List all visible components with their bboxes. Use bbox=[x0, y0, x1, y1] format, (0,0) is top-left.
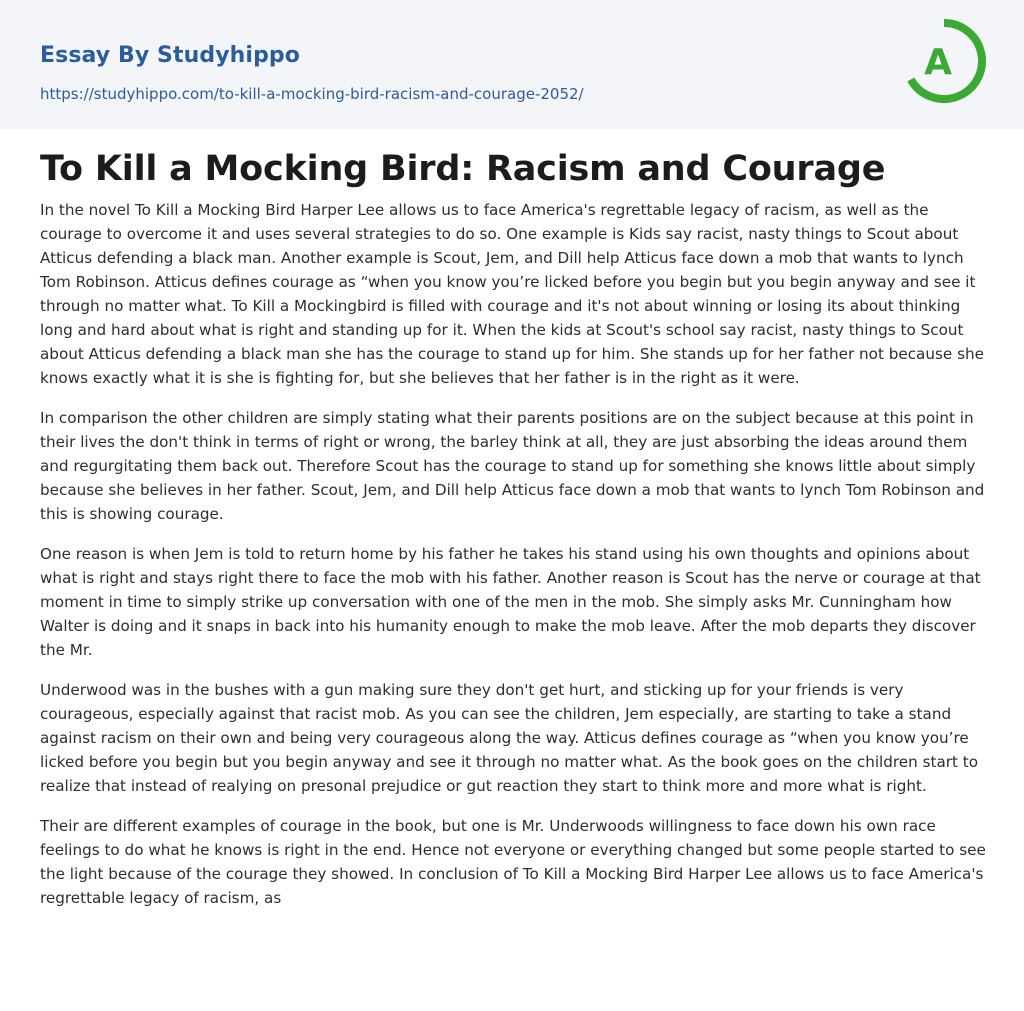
site-title[interactable]: Essay By Studyhippo bbox=[40, 43, 300, 68]
logo-letter: A bbox=[924, 42, 952, 83]
site-header bbox=[0, 0, 1024, 129]
essay-paragraph-5: Their are different examples of courage in the book, but one is Mr. Underwoods willingness to face down his own race feelings to do what he knows is right in the end. Hence not everyone or everything changed but some people started to see the light because of the courage they showed. In conclusion of To Kill a Mocking Bird Harper Lee allows us to face America's regrettable legacy of racism, as bbox=[40, 817, 986, 907]
studyhippo-logo-icon[interactable] bbox=[900, 17, 988, 105]
essay-url-link[interactable]: https://studyhippo.com/to-kill-a-mocking-bird-racism-and-courage-2052/ bbox=[40, 85, 584, 103]
essay-title: To Kill a Mocking Bird: Racism and Courage bbox=[40, 149, 886, 189]
essay-paragraph-3: One reason is when Jem is told to return home by his father he takes his stand using his own thoughts and opinions about what is right and stays right there to face the mob with his father. Another reason is Scout has the nerve or courage at that moment in time to simply strike up conversation with one of the men in the mob. She simply asks Mr. Cunningham how Walter is doing and it snaps in back into his humanity enough to make the mob leave. After the mob departs they discover the Mr. bbox=[40, 545, 981, 659]
essay-paragraph-4: Underwood was in the bushes with a gun making sure they don't get hurt, and sticking up for your friends is very courageous, especially against that racist mob. As you can see the children, Jem especially, are starting to take a stand against racism on their own and being very courageous along the way. Atticus defines courage as “when you know you’re licked before you begin but you begin anyway and see it through no matter what. As the book goes on the children start to realize that instead of realying on presonal prejudice or gut reaction they start to think more and more what is right. bbox=[40, 681, 979, 795]
essay-paragraph-1: In the novel To Kill a Mocking Bird Harper Lee allows us to face America's regrettable legacy of racism, as well as the courage to overcome it and uses several strategies to do so. One example is Kids say racist, nasty things to Scout about Atticus defending a black man. Another example is Scout, Jem, and Dill help Atticus face down a mob that wants to lynch Tom Robinson. Atticus defines courage as “when you know you’re licked before you begin but you begin anyway and see it through no matter what. To Kill a Mockingbird is filled with courage and it's not about winning or losing its about thinking long and hard about what is right and standing up for it. When the kids at Scout's school say racist, nasty things to Scout about Atticus defending a black man she has the courage to stand up for him. She stands up for her father not because she knows exactly what it is she is fighting for, but she believes that her father is in the right as it were. bbox=[40, 201, 984, 387]
essay-content bbox=[0, 129, 1024, 910]
essay-paragraph-2: In comparison the other children are simply stating what their parents positions are on the subject because at this point in their lives the don't think in terms of right or wrong, the barley think at all, they are just absorbing the ideas around them and regurgitating them back out. Therefore Scout has the courage to stand up for something she knows little about simply because she believes in her father. Scout, Jem, and Dill help Atticus face down a mob that wants to lynch Tom Robinson and this is showing courage. bbox=[40, 409, 985, 523]
